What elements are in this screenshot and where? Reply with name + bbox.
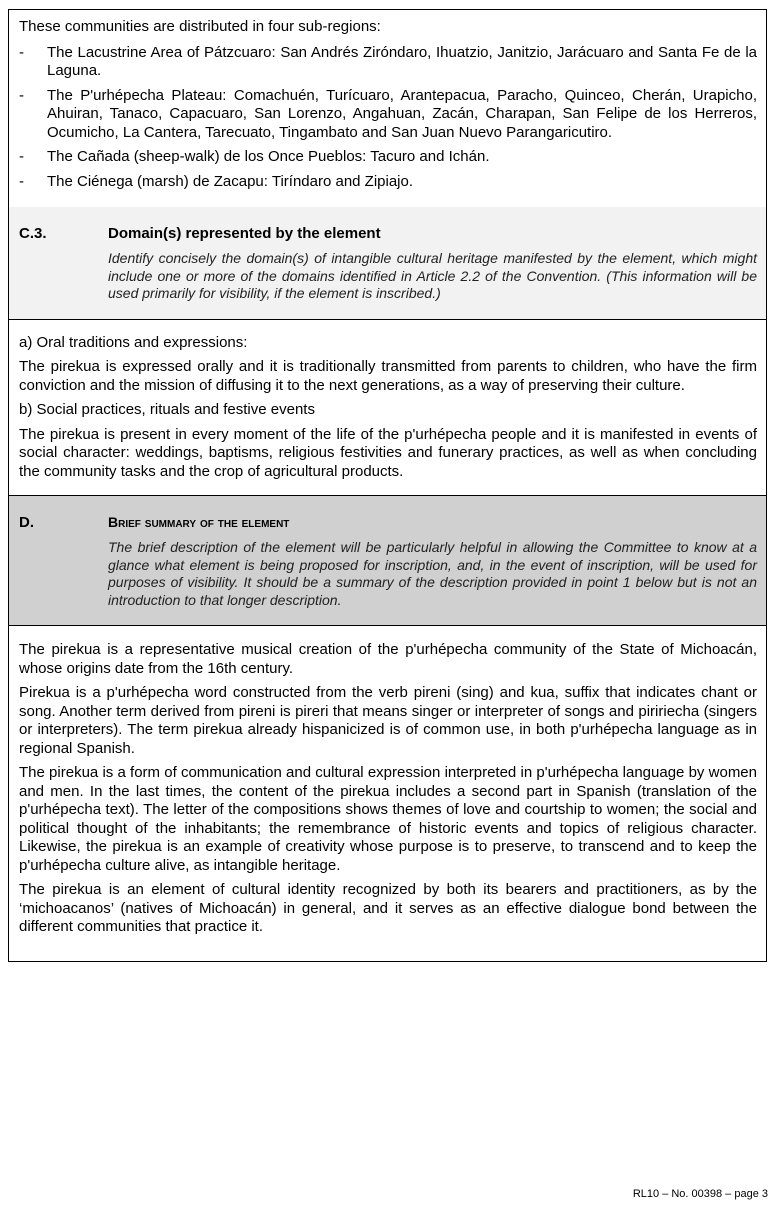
subregion-plateau: The P'urhépecha Plateau: Comachuén, Turícuaro, Arantepacua, Paracho, Quinceo, Cherán, Urapicho, Ahuiran, Tanaco, Capacuaro, San Lorenzo, Angahuan, Zacán, Charapan, San Felipe de los Herreros, Ocumicho, La Cantera, Tarecuato, Tingambato and San Juan Nuevo Parangaricutiro. — [47, 86, 757, 141]
section-number: C.3. — [19, 225, 47, 242]
section-title: Brief summary of the element — [108, 514, 290, 530]
subregion-lacustrine: The Lacustrine Area of Pátzcuaro: San Andrés Ziróndaro, Ihuatzio, Janitzio, Jarácuaro and Santa Fe de la Laguna. — [47, 43, 757, 79]
subregion-cienega: The Ciénega (marsh) de Zacapu: Tiríndaro and Zipiajo. — [47, 172, 414, 190]
section-instructions: Identify concisely the domain(s) of intangible cultural heritage manifested by the element, which might include one or more of the domains identified in Article 2.2 of the Convention. (This information will be used primarily for visibility, if the element is inscribed.) — [108, 250, 757, 301]
domain-label-oral: a) Oral traditions and expressions: — [19, 333, 248, 351]
bullet-dash: - — [19, 43, 24, 61]
domain-label-social: b) Social practices, rituals and festive events — [19, 401, 315, 418]
bullet-dash: - — [19, 148, 24, 165]
page-footer: RL10 – No. 00398 – page 3 — [632, 1188, 768, 1200]
document-form-frame — [8, 9, 767, 962]
subregions-section — [9, 10, 766, 207]
summary-paragraph: The pirekua is a form of communication and cultural expression interpreted in p'urhépecha language by women and men. In the last times, the content of the pirekua includes a second part in Spanish (translation of the p'urhépecha text). The letter of the compositions shows themes of love and courtship to women; the social and political thought of the inhabitants; the remembrance of historic events and topics of religious character. Likewise, the pirekua is an example of creativity whose purpose is to preserve, to transcend and to keep the p'urhépecha culture alive, as intangible heritage. — [19, 764, 757, 874]
list-item — [19, 173, 757, 192]
section-c3-header — [9, 207, 766, 320]
section-d-header — [9, 495, 766, 626]
domain-text-social: The pirekua is present in every moment of the life of the p'urhépecha people and it is manifested in events of social character: weddings, baptisms, religious festivities and funerary practices, as well as when concluding the community tasks and the crop of agricultural products. — [19, 425, 757, 480]
summary-paragraph: The pirekua is an element of cultural identity recognized by both its bearers and practitioners, as by the ‘michoacanos’ (natives of Michoacán) in general, and it serves as an effective dialogue bond between the different communities that practice it. — [19, 881, 757, 935]
section-instructions: The brief description of the element will be particularly helpful in allowing the Committee to know at a glance what element is being proposed for inscription, and, in the event of inscription, will be used for purposes of visibility. It should be a summary of the description provided in point 1 below but is not an introduction to that longer description. — [108, 539, 757, 608]
subregion-canada: The Cañada (sheep-walk) de los Once Pueblos: Tacuro and Ichán. — [47, 148, 490, 165]
bullet-dash: - — [19, 172, 24, 190]
subregions-intro: These communities are distributed in four sub-regions: — [19, 18, 381, 35]
list-item — [19, 148, 757, 167]
list-item — [19, 44, 757, 81]
bullet-dash: - — [19, 86, 24, 104]
summary-paragraph: The pirekua is a representative musical creation of the p'urhépecha community of the State of Michoacán, whose origins date from the 16th century. — [19, 641, 757, 677]
summary-paragraph: Pirekua is a p'urhépecha word constructed from the verb pireni (sing) and kua, suffix that indicates chant or song. Another term derived from pireni is pireri that means singer or interpreter of songs and piririecha (singers or interpreters). The term pirekua already hispanicized is of common use, in both p'urhépecha language as in regional Spanish. — [19, 684, 757, 757]
list-item — [19, 87, 757, 143]
section-c3-body — [9, 320, 766, 496]
domain-text-oral: The pirekua is expressed orally and it is traditionally transmitted from parents to children, who have the firm conviction and the mission of diffusing it to the next generations, as a way of preserving their culture. — [19, 358, 757, 394]
section-title: Domain(s) represented by the element — [108, 225, 381, 242]
section-number: D. — [19, 514, 34, 531]
section-d-body — [9, 626, 766, 961]
